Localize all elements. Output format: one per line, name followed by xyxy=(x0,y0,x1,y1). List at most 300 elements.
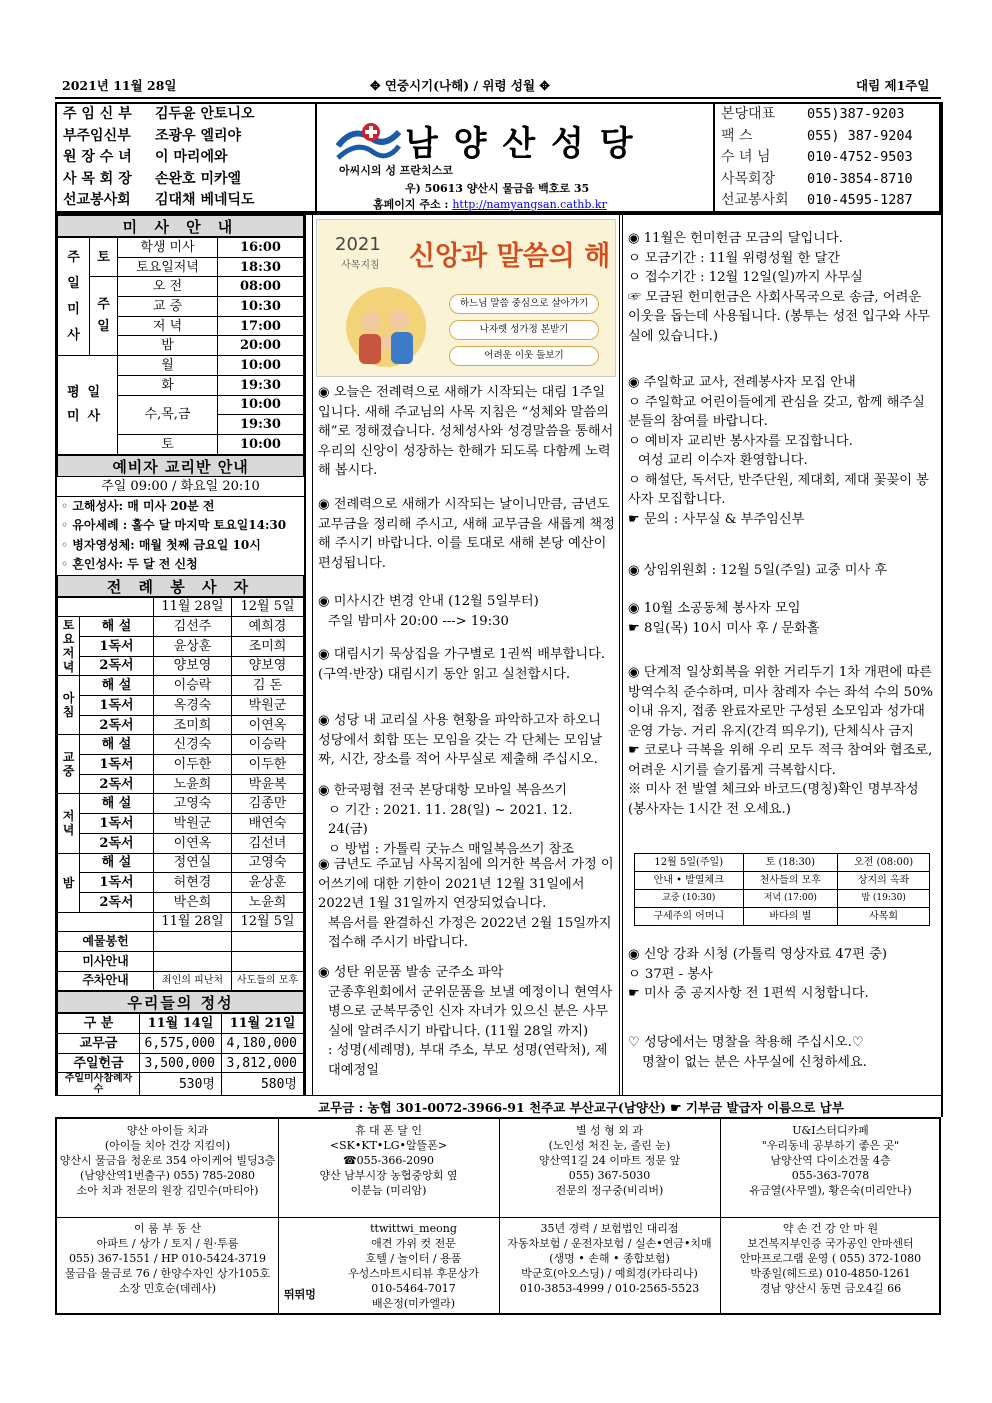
ad-title: ttwittwi_meong xyxy=(370,1222,457,1235)
ad-block xyxy=(278,1119,499,1217)
date-header: 11월 28일 xyxy=(154,912,232,932)
ad-line: 경남 양산시 동면 금오4길 66 xyxy=(759,1282,902,1295)
mass-name: 저 녁 xyxy=(118,316,218,336)
staff-role: 주 임 신 부 xyxy=(63,106,132,122)
staff-role: 사 목 회 장 xyxy=(63,170,132,187)
duty-value xyxy=(232,932,304,952)
staff-role: 부주임신부 xyxy=(63,127,131,144)
staff-row xyxy=(57,126,315,148)
ad-line: 아파트 / 상가 / 토지 / 원·투룸 xyxy=(96,1237,239,1250)
notice-line: ◉ 주일학교 교사, 전례봉사자 모집 안내 xyxy=(628,375,856,390)
church-header xyxy=(317,102,713,213)
contact-number: 010-4595-1287 xyxy=(807,192,913,209)
notice-line: ☛ 코로나 극복을 위해 우리 모두 적극 참여와 협조로, 어려운 시기를 슬기롭게 극복합시다. xyxy=(628,743,933,778)
table-row xyxy=(635,908,930,926)
notice-line: ◉ 성탄 위문품 발송 군주소 파악 xyxy=(318,965,504,980)
table-row xyxy=(58,814,304,834)
sacrament-note: ◦ 혼인성사: 두 달 전 신청 xyxy=(61,557,198,572)
ad-title: 이 룸 부 동 산 xyxy=(133,1222,202,1235)
date-header: 11월 28일 xyxy=(154,597,232,617)
duty-label: 예물봉헌 xyxy=(58,932,154,952)
notice-item xyxy=(318,495,616,573)
ad-line: 010-5464-7017 xyxy=(371,1282,456,1295)
notice-line: ◉ 대림시기 묵상집을 가구별로 1권씩 배부합니다. (구역·반장) 대림시기 동안 읽고 실천합시다. xyxy=(318,647,606,682)
bank-info: 교무금 : 농협 301-0072-3966-91 천주교 부산교구(남양산) ☛ 기부금 발급자 이름으로 납부 xyxy=(318,1100,844,1115)
sunday-label: 주 일 xyxy=(90,277,118,356)
offering-value: 6,575,000 xyxy=(140,1034,222,1054)
ad-line: (노인성 처진 눈, 졸린 눈) xyxy=(548,1139,671,1152)
ad-line: 전문의 정구중(비리버) xyxy=(555,1184,664,1197)
notice-item xyxy=(318,711,616,770)
notice-line: ◉ 10월 소공동체 봉사자 모임 xyxy=(628,601,801,616)
notice-line: ☛ 문의 : 사무실 & 부주임신부 xyxy=(628,511,805,527)
notice-line: ☛ 미사 중 공지사항 전 1편씩 시청합니다. xyxy=(628,986,869,1001)
mass-group-label: 저 녁 xyxy=(58,794,80,853)
mass-group-label: 밤 xyxy=(58,853,80,912)
staff-name: 이 마리에와 xyxy=(155,149,228,166)
table-row xyxy=(58,932,304,952)
contact-row xyxy=(715,169,939,191)
saturday-label: 토 xyxy=(90,238,118,277)
server-name: 예희경 xyxy=(232,617,304,637)
mass-time: 16:00 xyxy=(218,238,304,258)
notice-line: 복음서를 완결하신 가정은 2022년 2월 15일까지 접수해 주시기 바랍니다. xyxy=(328,915,612,950)
server-role: 2독서 xyxy=(80,715,154,735)
notice-item xyxy=(628,1033,934,1072)
duty-value xyxy=(154,951,232,971)
mass-time: 08:00 xyxy=(218,277,304,297)
server-name: 김선녀 xyxy=(232,833,304,853)
server-name: 정연실 xyxy=(154,853,232,873)
duty-value xyxy=(154,932,232,952)
contact-label: 사목회장 xyxy=(721,170,776,187)
server-name: 이연옥 xyxy=(232,715,304,735)
ad-line: 배은정(미카엘라) xyxy=(372,1297,455,1310)
ad-line: 박군호(아오스딩) / 예희경(카타리나) xyxy=(521,1267,698,1280)
notice-line: ◉ 신앙 강좌 시청 (가톨릭 영상자료 47편 중) xyxy=(628,947,888,962)
staff-row xyxy=(57,190,315,212)
duty-table xyxy=(634,853,930,926)
mass-title: 미 사 안 내 xyxy=(57,215,304,237)
notice-item xyxy=(628,229,934,346)
staff-box xyxy=(55,102,317,213)
notice-item xyxy=(318,645,616,684)
church-patron: 아씨시의 성 프란치스코 xyxy=(339,164,453,177)
ad-line: 유금열(사무엘), 황은숙(미리안나) xyxy=(749,1184,912,1197)
ad-block xyxy=(57,1119,278,1217)
mass-name: 오 전 xyxy=(118,277,218,297)
server-name: 양보영 xyxy=(154,656,232,676)
offering-value: 530명 xyxy=(140,1073,222,1096)
notice-line: ㅇ 모금기간 : 11월 위령성월 한 달간 xyxy=(628,250,840,266)
mass-day: 월 xyxy=(118,356,218,376)
left-column xyxy=(55,215,306,1096)
table-row xyxy=(58,833,304,853)
server-name: 옥경숙 xyxy=(154,696,232,716)
server-name: 허현경 xyxy=(154,873,232,893)
offering-head: 구 분 xyxy=(58,1014,140,1034)
table-row xyxy=(58,636,304,656)
server-role: 1독서 xyxy=(80,814,154,834)
duty-cell: 밤 (19:30) xyxy=(838,890,930,908)
ad-line: 남양산역 다이소건물 4층 xyxy=(770,1154,891,1167)
notice-line: ◉ 미사시간 변경 안내 (12월 5일부터) xyxy=(318,594,539,609)
server-name: 고영숙 xyxy=(154,794,232,814)
ad-line: ☎055-366-2090 xyxy=(342,1154,435,1167)
ad-line: 소장 민호순(데레사) xyxy=(118,1282,217,1295)
server-name: 배연숙 xyxy=(232,814,304,834)
notice-item xyxy=(318,963,616,1080)
weekday-mass-label: 평일 미사 xyxy=(58,356,118,454)
staff-name: 조광우 엘리야 xyxy=(155,127,242,144)
notice-item xyxy=(318,592,616,631)
offering-value: 580명 xyxy=(222,1073,304,1096)
ad-line: 호텔 / 놀이터 / 용품 xyxy=(365,1252,462,1265)
contact-number: 055)387-9203 xyxy=(807,106,905,122)
table-row xyxy=(58,971,304,991)
server-name: 김선주 xyxy=(154,617,232,637)
table-row xyxy=(58,1034,304,1054)
offering-table xyxy=(57,1013,304,1096)
table-row xyxy=(58,676,304,696)
notice-line: ◉ 단계적 일상회복을 위한 거리두기 1차 개편에 따른 방역수칙 준수하며, 미사 참례자 수는 좌석 수의 50%이내 유지, 접종 완료자로만 구성된 소모임과 성가대 운영 가능. 거리 유지(간격 띄우기), 단체식사 금지 xyxy=(628,665,933,739)
duty-value: 사도들의 모후 xyxy=(232,971,304,991)
sacrament-note: ◦ 고해성사: 매 미사 20분 전 xyxy=(61,498,215,513)
ad-line: 애견 가위 컷 전문 xyxy=(371,1237,456,1250)
duty-value xyxy=(232,951,304,971)
notice-line: 주일 밤미사 20:00 ---> 19:30 xyxy=(328,613,509,629)
duty-head: 오전 (08:00) xyxy=(838,854,930,872)
offering-value: 4,180,000 xyxy=(222,1034,304,1054)
offering-label: 주일헌금 xyxy=(58,1053,140,1073)
mass-time: 18:30 xyxy=(218,257,304,277)
blank-cell xyxy=(58,912,154,932)
server-role: 해 설 xyxy=(80,853,154,873)
notice-item xyxy=(628,599,934,638)
ad-block xyxy=(278,1217,499,1315)
staff-row xyxy=(57,169,315,191)
ad-line: 자동차보험 / 운전자보험 / 실손•연금•치매 xyxy=(507,1237,712,1250)
contacts-box xyxy=(713,102,941,213)
ad-line: 박종일(헤드로) 010-4850-1261 xyxy=(750,1267,911,1280)
server-name: 이두한 xyxy=(232,755,304,775)
ad-line: 055) 367-5030 xyxy=(568,1169,651,1182)
notice-line: 여성 교리 이수자 환영합니다. xyxy=(638,453,808,468)
offering-label: 주일미사참례자수 xyxy=(58,1073,140,1096)
homepage-link[interactable]: http://namyangsan.cathb.kr xyxy=(452,198,607,211)
notice-line: 군종후원회에서 군위문품을 보낼 예정이니 현역사병으로 군복무중인 신자 자녀가 있으신 분은 사무실에 알려주시기 바랍니다. (11월 28일 까지) xyxy=(328,984,613,1039)
ad-line: 물금읍 물금로 76 / 한양수자인 상가105호 xyxy=(65,1267,270,1280)
ad-title: U&I스터디카페 xyxy=(792,1124,869,1137)
sunday-mass-label: 주 일 미 사 xyxy=(58,238,90,356)
notice-line: ◉ 금년도 주교님 사목지침에 의거한 복음서 가정 이어쓰기에 대한 기한이 2021년 12월 31일에서 2022년 1월 31일까지 연장되었습니다. xyxy=(318,857,614,911)
server-name: 신경숙 xyxy=(154,735,232,755)
table-row xyxy=(58,735,304,755)
contact-label: 팩 스 xyxy=(721,127,753,144)
mass-schedule-table xyxy=(57,237,304,455)
staff-name: 김두윤 안토니오 xyxy=(155,106,255,122)
duty-cell: 상지의 옥좌 xyxy=(838,872,930,890)
poster-item: 하느님 말씀 중심으로 살아가기 xyxy=(449,294,599,314)
table-row xyxy=(58,356,304,376)
notice-line: ◉ 상임위원회 : 12월 5일(주일) 교중 미사 후 xyxy=(628,563,888,578)
table-row xyxy=(58,238,304,258)
table-row xyxy=(635,872,930,890)
ad-line: <SK•KT•LG•알뜰폰> xyxy=(329,1139,448,1152)
server-role: 2독서 xyxy=(80,774,154,794)
ad-line: 010-3853-4999 / 010-2565-5523 xyxy=(519,1282,700,1295)
ad-line: 보건복지부인증 국가공인 안마센터 xyxy=(747,1237,914,1250)
mass-group-label: 아 침 xyxy=(58,676,80,735)
ad-line: 소아 치과 전문의 원장 김민수(마티아) xyxy=(76,1184,259,1197)
server-name: 노윤희 xyxy=(154,774,232,794)
mass-time: 10:30 xyxy=(218,297,304,317)
server-name: 윤상훈 xyxy=(154,636,232,656)
contact-number: 010-4752-9503 xyxy=(807,149,913,166)
church-name: 남 양 산 성 당 xyxy=(405,124,635,164)
notice-line: ㅇ 주일학교 어린이들에게 관심을 갖고, 함께 해주실 분들의 참여를 바랍니다. xyxy=(628,394,925,429)
ad-title: 35년 경력 / 보험법인 대리점 xyxy=(540,1222,679,1235)
mass-time: 10:00 xyxy=(218,434,304,454)
table-row xyxy=(58,951,304,971)
ad-line: (생명 • 손해 • 종합보험) xyxy=(549,1252,670,1265)
duty-label: 미사안내 xyxy=(58,951,154,971)
ad-line: (아이들 치아 건강 지킴이) xyxy=(104,1139,231,1152)
ad-line: 우성스마트시티뷰 후문상가 xyxy=(347,1267,479,1280)
ad-block xyxy=(720,1119,941,1217)
table-row xyxy=(58,853,304,873)
mass-group-label: 교 중 xyxy=(58,735,80,794)
server-name: 조미희 xyxy=(232,636,304,656)
duty-label: 주차안내 xyxy=(58,971,154,991)
server-role: 해 설 xyxy=(80,794,154,814)
table-row xyxy=(58,1053,304,1073)
notice-line: ☛ 8일(목) 10시 미사 후 / 문화홀 xyxy=(628,620,820,636)
contact-number: 055) 387-9204 xyxy=(807,127,913,144)
notice-item xyxy=(318,781,616,859)
table-row xyxy=(58,656,304,676)
duty-cell: 사목회 xyxy=(838,908,930,926)
server-name: 박원군 xyxy=(232,696,304,716)
mass-name: 밤 xyxy=(118,336,218,356)
notice-line: ㅇ 방법 : 가톨릭 굿뉴스 매일복음쓰기 참조 xyxy=(328,841,575,857)
sacrament-note: ◦ 유아세례 : 홀수 달 마지막 토요일14:30 xyxy=(61,518,287,533)
duty-value: 죄인의 피난처 xyxy=(154,971,232,991)
notice-line: ◉ 한국평협 전국 본당대항 모바일 복음쓰기 xyxy=(318,783,568,798)
table-row xyxy=(58,715,304,735)
staff-role: 선교봉사회 xyxy=(63,192,131,209)
server-name: 고영숙 xyxy=(232,853,304,873)
ad-logo: 뛰뛰멍 xyxy=(284,1288,316,1301)
server-name: 박은희 xyxy=(154,892,232,912)
ad-title: 휴 대 폰 달 인 xyxy=(354,1124,423,1137)
table-row xyxy=(58,1073,304,1096)
notice-item xyxy=(628,663,934,819)
notice-line: ☞ 모금된 헌미헌금은 사회사목국으로 송금, 어려운 이웃을 돕는데 사용됩니다. (봉투는 성전 입구와 사무실에 있습니다.) xyxy=(628,289,931,344)
ad-line: 이분늠 (미리암) xyxy=(350,1184,427,1197)
ad-title: 별 성 형 외 과 xyxy=(575,1124,644,1137)
poster-year: 2021 xyxy=(335,234,381,255)
table-row xyxy=(58,277,304,297)
server-name: 박원군 xyxy=(154,814,232,834)
contact-row xyxy=(715,147,939,169)
duty-cell: 안내 • 발열체크 xyxy=(635,872,744,890)
contact-row xyxy=(715,126,939,148)
offering-title: 우리들의 정성 xyxy=(57,991,304,1013)
mass-time: 17:00 xyxy=(218,316,304,336)
mass-name: 토요일저녁 xyxy=(118,257,218,277)
mass-time: 19:30 xyxy=(218,415,304,435)
duty-head: 토 (18:30) xyxy=(743,854,838,872)
notice-item xyxy=(318,383,616,481)
contact-number: 010-3854-8710 xyxy=(807,170,913,187)
catechumen-title: 예비자 교리반 안내 xyxy=(57,455,304,477)
notice-line: ㅇ 기간 : 2021. 11. 28(일) ~ 2021. 12. 24(금) xyxy=(328,802,573,837)
table-row xyxy=(58,774,304,794)
servers-title: 전 례 봉 사 자 xyxy=(57,575,304,597)
server-role: 해 설 xyxy=(80,676,154,696)
server-role: 2독서 xyxy=(80,833,154,853)
notice-line: ※ 미사 전 발열 체크와 바코드(명칭)확인 명부작성 (봉사자는 1시간 전 오세요.) xyxy=(628,782,919,817)
staff-role: 원 장 수 녀 xyxy=(63,149,132,166)
notice-item xyxy=(628,561,934,581)
ad-line: 055) 367-1551 / HP 010-5424-3719 xyxy=(68,1252,267,1265)
server-name: 이두한 xyxy=(154,755,232,775)
staff-name: 김대채 베네딕도 xyxy=(155,192,255,209)
homepage-label: 홈페이지 주소 : xyxy=(373,198,449,211)
mass-name: 학생 미사 xyxy=(118,238,218,258)
offering-label: 교무금 xyxy=(58,1034,140,1054)
server-name: 김종만 xyxy=(232,794,304,814)
table-row xyxy=(58,597,304,617)
notice-item xyxy=(318,855,616,953)
server-role: 1독서 xyxy=(80,636,154,656)
notice-line: : 성명(세례명), 부대 주소, 부모 성명(연락처), 제대예정일 xyxy=(328,1043,608,1078)
notice-line: 명찰이 없는 분은 사무실에 신청하세요. xyxy=(642,1054,867,1070)
mass-time: 19:30 xyxy=(218,375,304,395)
notice-line: ㅇ 접수기간 : 12월 12일(일)까지 사무실 xyxy=(628,270,863,285)
ad-block xyxy=(57,1217,278,1315)
contact-row xyxy=(715,190,939,212)
ad-line: (남양산역1번출구) 055) 785-2080 xyxy=(80,1169,255,1182)
duty-head: 12월 5일(주일) xyxy=(635,854,744,872)
poster-item: 나자렛 성가정 본받기 xyxy=(449,320,599,340)
table-row xyxy=(58,617,304,637)
liturgical-season: ✥ 연중시기(나해) / 위령 성월 ✥ xyxy=(370,78,550,93)
offering-value: 3,500,000 xyxy=(140,1053,222,1073)
mass-time: 20:00 xyxy=(218,336,304,356)
pastoral-poster xyxy=(316,219,616,377)
table-row xyxy=(635,854,930,872)
catechumen-time: 주일 09:00 / 화요일 20:10 xyxy=(57,477,304,497)
server-name: 이승락 xyxy=(232,735,304,755)
mass-group-label: 토 요 저 녁 xyxy=(58,617,80,676)
offering-head: 11월 21일 xyxy=(222,1014,304,1034)
offering-value: 3,812,000 xyxy=(222,1053,304,1073)
server-name: 이연옥 xyxy=(154,833,232,853)
server-name: 박윤복 xyxy=(232,774,304,794)
table-row xyxy=(635,890,930,908)
church-address: 우) 50613 양산시 물금읍 백호로 35 xyxy=(405,182,590,195)
server-name: 김 돈 xyxy=(232,676,304,696)
mass-day: 화 xyxy=(118,375,218,395)
server-name: 조미희 xyxy=(154,715,232,735)
server-name: 양보영 xyxy=(232,656,304,676)
liturgical-week: 대림 제1주일 xyxy=(856,78,930,93)
table-row xyxy=(58,1014,304,1034)
mass-day: 토 xyxy=(118,434,218,454)
church-logo-icon xyxy=(333,118,403,168)
staff-row xyxy=(57,104,315,126)
right-column xyxy=(624,215,941,1095)
notice-item xyxy=(628,373,934,529)
offering-head: 11월 14일 xyxy=(140,1014,222,1034)
notice-line: ◉ 전례력으로 새해가 시작되는 날이니만큼, 금년도 교무금을 정리해 주시고, 새해 교무금을 새롭게 책정해 주시기 바랍니다. 이를 토대로 새해 본당 예산이 편성됩니다. xyxy=(318,497,615,571)
server-role: 1독서 xyxy=(80,755,154,775)
duty-cell: 저녁 (17:00) xyxy=(743,890,838,908)
ad-block xyxy=(720,1217,941,1315)
date-header: 12월 5일 xyxy=(232,912,304,932)
staff-name: 손완호 미카엘 xyxy=(155,170,242,187)
notice-line: ♡ 성당에서는 명찰을 착용해 주십시오.♡ xyxy=(628,1035,864,1050)
poster-title: 신앙과 말씀의 해 xyxy=(409,241,611,272)
center-column xyxy=(312,215,620,1095)
poster-item: 어려운 이웃 돌보기 xyxy=(449,346,599,366)
server-role: 1독서 xyxy=(80,696,154,716)
blank-cell xyxy=(58,597,154,617)
sacrament-note: ◦ 병자영성체: 매월 첫째 금요일 10시 xyxy=(61,537,261,552)
notice-line: ◉ 11월은 헌미헌금 모금의 달입니다. xyxy=(628,231,843,246)
servers-table xyxy=(57,597,304,992)
table-row xyxy=(58,912,304,932)
staff-row xyxy=(57,147,315,169)
ad-line: 양산시 물금읍 청운로 354 아이케어 빌딩3층 xyxy=(59,1154,276,1167)
table-row xyxy=(58,794,304,814)
issue-date: 2021년 11월 28일 xyxy=(62,78,177,93)
ad-line: 양산 남부시장 농협중앙회 옆 xyxy=(319,1169,458,1182)
notice-item xyxy=(628,945,934,1004)
server-role: 1독서 xyxy=(80,873,154,893)
mass-name: 교 중 xyxy=(118,297,218,317)
contact-label: 선교봉사회 xyxy=(721,192,789,209)
ad-title: 양산 아이들 치과 xyxy=(126,1124,209,1137)
server-role: 해 설 xyxy=(80,617,154,637)
family-illustration-icon xyxy=(331,282,441,372)
notice-line: ◉ 오늘은 전례력으로 새해가 시작되는 대림 1주일입니다. 새해 주교님의 사목 지침은 “성체와 말씀의 해”로 정해졌습니다. 성체성사와 성경말씀을 통해서 우리의 신앙이 성장하는 한해가 되도록 다함께 노력해 봅시다. xyxy=(318,385,614,478)
table-row xyxy=(58,873,304,893)
ad-title: 약 손 건 강 안 마 원 xyxy=(782,1222,879,1235)
mass-day: 수,목,금 xyxy=(118,395,218,434)
date-header: 12월 5일 xyxy=(232,597,304,617)
ad-line: 055-363-7078 xyxy=(791,1169,870,1182)
duty-cell: 구세주의 어머니 xyxy=(635,908,744,926)
server-name: 이승락 xyxy=(154,676,232,696)
mass-time: 10:00 xyxy=(218,395,304,415)
contact-row xyxy=(715,104,939,126)
ad-block xyxy=(499,1119,720,1217)
notice-line: ㅇ 37편 - 봉사 xyxy=(628,966,713,982)
notice-line: ㅇ 해설단, 독서단, 반주단원, 제대회, 제대 꽃꽂이 봉사자 모집합니다. xyxy=(628,472,929,507)
mass-time: 10:00 xyxy=(218,356,304,376)
server-name: 노윤희 xyxy=(232,892,304,912)
notice-line: ㅇ 예비자 교리반 봉사자를 모집합니다. xyxy=(628,433,853,449)
contact-label: 수 녀 님 xyxy=(721,149,771,166)
notice-line: ◉ 성당 내 교리실 사용 현황을 파악하고자 하오니 성당에서 회합 또는 모임을 갖는 각 단체는 모임날짜, 시간, 장소를 적어 사무실로 제출해 주십시오. xyxy=(318,713,603,767)
poster-subtitle: 사목지침 xyxy=(341,260,380,271)
ad-line: 양산역1길 24 이마트 정문 앞 xyxy=(538,1154,681,1167)
table-row xyxy=(58,696,304,716)
duty-cell: 천사들의 모후 xyxy=(743,872,838,890)
